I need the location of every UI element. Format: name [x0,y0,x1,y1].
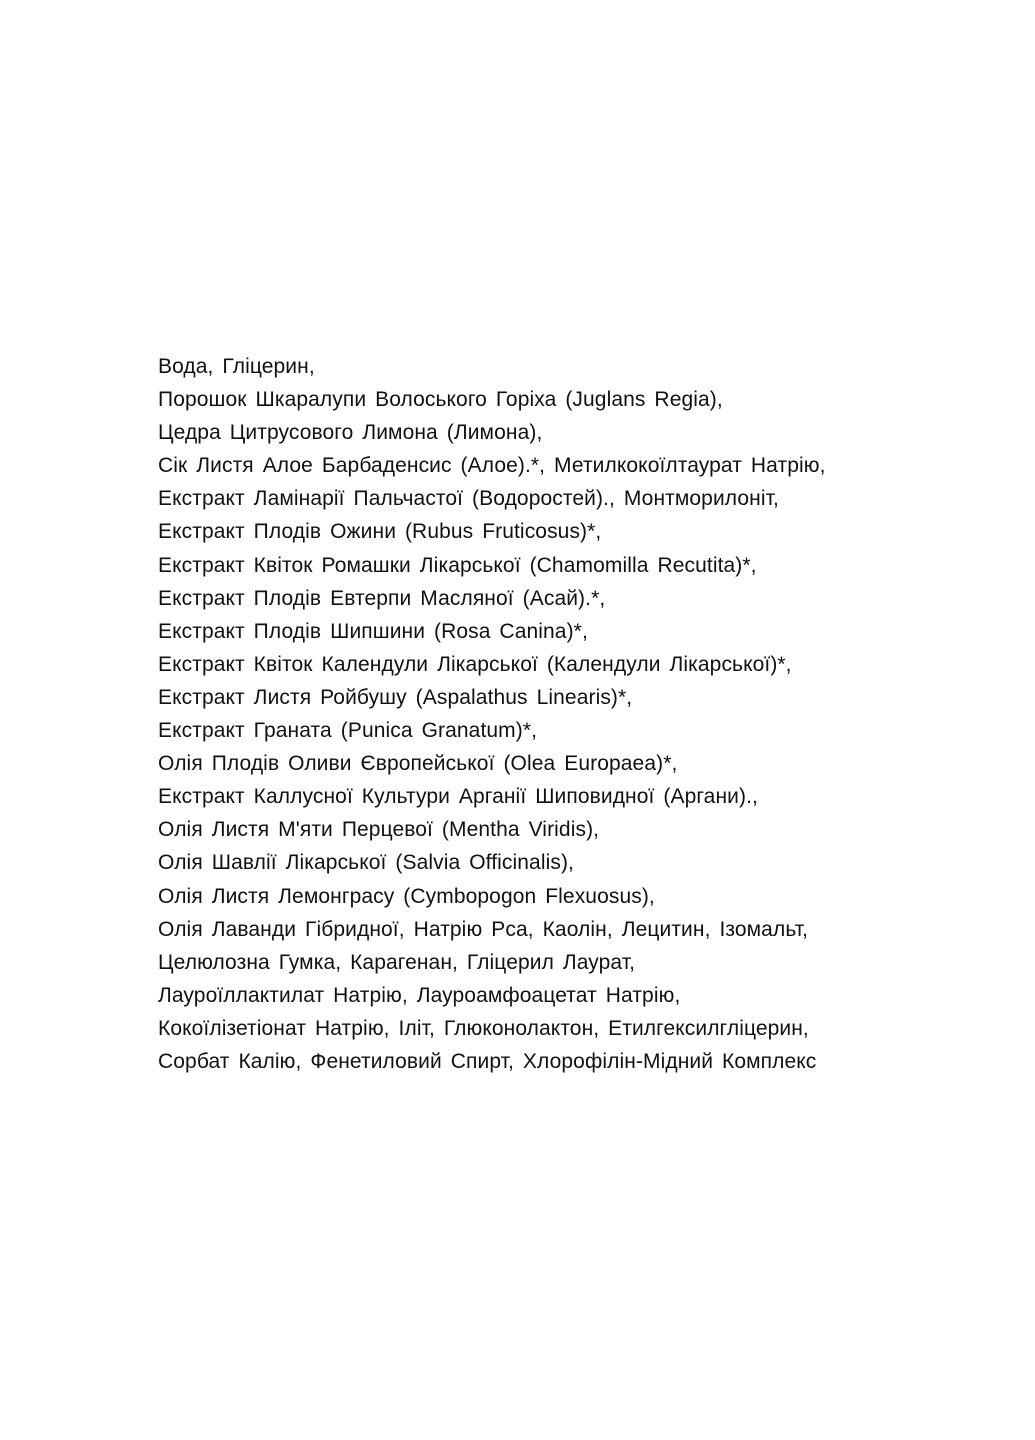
ingredient-line: Екстракт Квіток Календули Лікарської (Календули Лікарської)*, [158,652,792,676]
ingredient-line: Вода, Гліцерин, [158,355,315,378]
ingredient-line: Сік Листя Алое Барбаденсис (Алое).*, Метилкокоїлтаурат Натрію, [158,454,826,478]
ingredient-line: Екстракт Плодів Шипшини (Rosa Canina)*, [158,619,588,643]
ingredient-line: Порошок Шкаралупи Волоського Горіха (Juglans Regia), [158,388,723,412]
ingredient-line: Екстракт Плодів Евтерпи Масляної (Асай).*, [158,586,606,610]
ingredient-line: Целюлозна Гумка, Карагенан, Гліцерил Лаурат, [158,950,636,974]
ingredient-line: Екстракт Граната (Punica Granatum)*, [158,719,538,743]
ingredient-line: Олія Плодів Оливи Європейської (Olea Europaea)*, [158,752,678,776]
ingredient-line: Екстракт Листя Ройбушу (Aspalathus Linearis)*, [158,685,633,709]
ingredient-line: Екстракт Квіток Ромашки Лікарської (Chamomilla Recutita)*, [158,553,757,577]
ingredient-line: Кокоїлізетіонат Натрію, Іліт, Глюконолактон, Етилгексилгліцерин, [158,1016,809,1040]
ingredient-line: Екстракт Плодів Ожини (Rubus Fruticosus)*, [158,520,602,544]
ingredient-line: Лауроїллактилат Натрію, Лауроамфоацетат Натрію, [158,983,681,1007]
ingredient-line: Сорбат Калію, Фенетиловий Спирт, Хлорофілін-Мідний Комплекс [158,1049,817,1073]
ingredient-line: Олія Листя М'яти Перцевої (Mentha Viridis), [158,818,600,842]
ingredient-line: Цедра Цитрусового Лимона (Лимона), [158,421,543,445]
ingredient-line: Олія Шавлії Лікарської (Salvia Officinalis), [158,851,574,875]
ingredient-line: Олія Лаванди Гібридної, Натрію Pca, Каолін, Лецитин, Ізомальт, [158,917,809,941]
ingredient-line: Екстракт Каллусної Культури Арганії Шиповидної (Аргани)., [158,785,758,809]
ingredient-line: Олія Листя Лемонграсу (Cymbopogon Flexuosus), [158,884,655,908]
ingredients-list [158,350,1018,1078]
ingredient-line: Екстракт Ламінарії Пальчастої (Водоростей)., Монтморилоніт, [158,487,779,511]
